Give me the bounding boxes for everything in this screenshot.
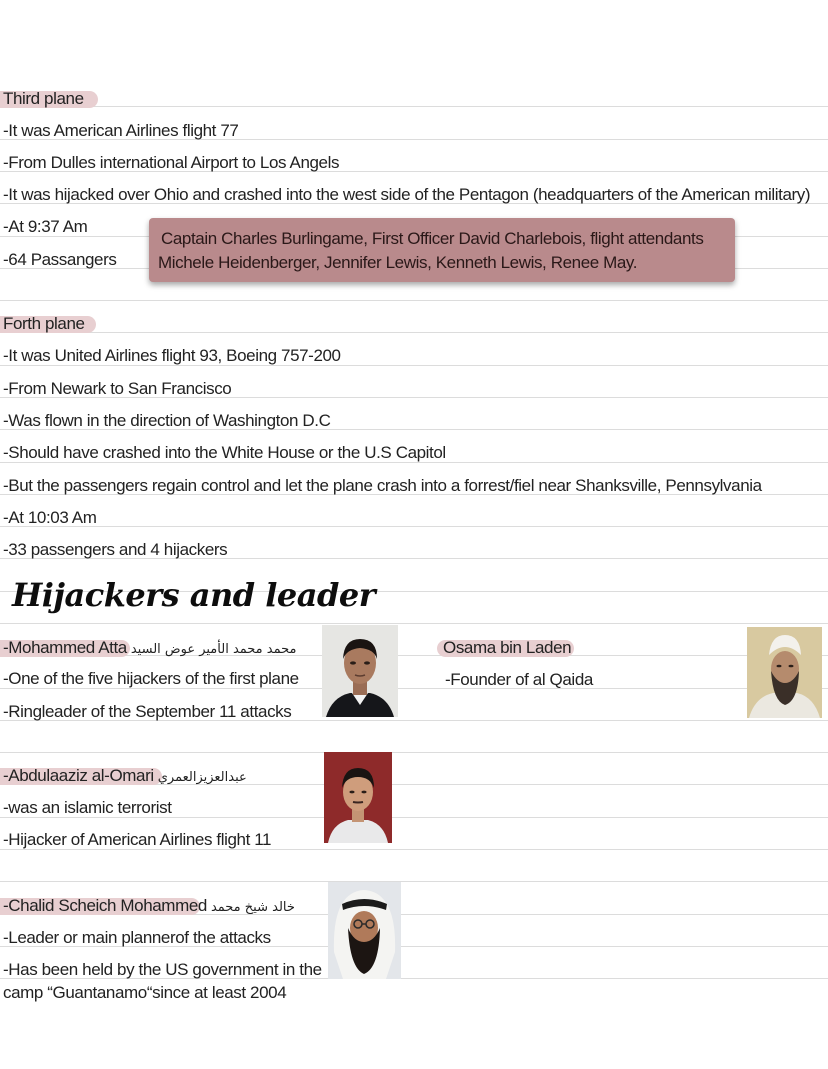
fourth-plane-line: -Was flown in the direction of Washington D.C bbox=[3, 411, 331, 430]
person-name-arabic: خالد شيخ محمد bbox=[210, 900, 295, 915]
person-name-arabic: محمد محمد الأمير عوض السيد bbox=[130, 642, 297, 657]
person-line: -Ringleader of the September 11 attacks bbox=[3, 702, 292, 721]
third-plane-line: -It was American Airlines flight 77 bbox=[3, 121, 239, 140]
section-heading: Hijackers and leader bbox=[12, 576, 376, 614]
person-line: -Founder of al Qaida bbox=[445, 670, 593, 689]
bin-laden-photo bbox=[747, 627, 822, 718]
person-name bbox=[3, 896, 295, 918]
person-line: -Hijacker of American Airlines flight 11 bbox=[3, 830, 272, 849]
third-plane-title: Third plane bbox=[3, 89, 84, 108]
ksm-photo bbox=[328, 882, 401, 979]
person-line: -One of the five hijackers of the first plane bbox=[3, 669, 299, 688]
atta-photo bbox=[322, 625, 398, 717]
person-line: camp “Guantanamo“since at least 2004 bbox=[3, 983, 287, 1002]
al-omari-photo bbox=[324, 752, 392, 843]
fourth-plane-line: -33 passengers and 4 hijackers bbox=[3, 540, 228, 559]
person-name bbox=[3, 766, 247, 788]
crew-note-line: Captain Charles Burlingame, First Officer David Charlebois, flight attendants bbox=[161, 229, 704, 248]
person-line: -Leader or main plannerof the attacks bbox=[3, 928, 271, 947]
person-name-latin: -Abdulaaziz al-Omari bbox=[3, 766, 154, 785]
person-line: -Has been held by the US government in the bbox=[3, 960, 322, 979]
person-name-arabic: عبدالعزيزالعمري bbox=[157, 770, 247, 785]
person-name: Osama bin Laden bbox=[443, 638, 572, 657]
person-line: -was an islamic terrorist bbox=[3, 798, 172, 817]
fourth-plane-line: -Should have crashed into the White House or the U.S Capitol bbox=[3, 443, 446, 462]
person-name-latin: -Mohammed Atta bbox=[3, 638, 127, 657]
person-name bbox=[3, 638, 296, 660]
person-name-latin: -Chalid Scheich Mohammed bbox=[3, 896, 207, 915]
fourth-plane-line: -It was United Airlines flight 93, Boeing 757-200 bbox=[3, 346, 341, 365]
third-plane-line: -It was hijacked over Ohio and crashed into the west side of the Pentagon (headquarters of the American military) bbox=[3, 185, 811, 204]
third-plane-line: -64 Passangers bbox=[3, 250, 117, 269]
third-plane-line: -From Dulles international Airport to Los Angels bbox=[3, 153, 340, 172]
fourth-plane-title: Forth plane bbox=[3, 314, 85, 333]
crew-note-line: Michele Heidenberger, Jennifer Lewis, Kenneth Lewis, Renee May. bbox=[158, 253, 638, 272]
crew-note bbox=[149, 218, 735, 282]
fourth-plane-line: -From Newark to San Francisco bbox=[3, 379, 232, 398]
third-plane-line: -At 9:37 Am bbox=[3, 217, 88, 236]
fourth-plane-line: -At 10:03 Am bbox=[3, 508, 97, 527]
fourth-plane-line: -But the passengers regain control and let the plane crash into a forrest/fiel near Shanksville, Pennsylvania bbox=[3, 476, 762, 495]
